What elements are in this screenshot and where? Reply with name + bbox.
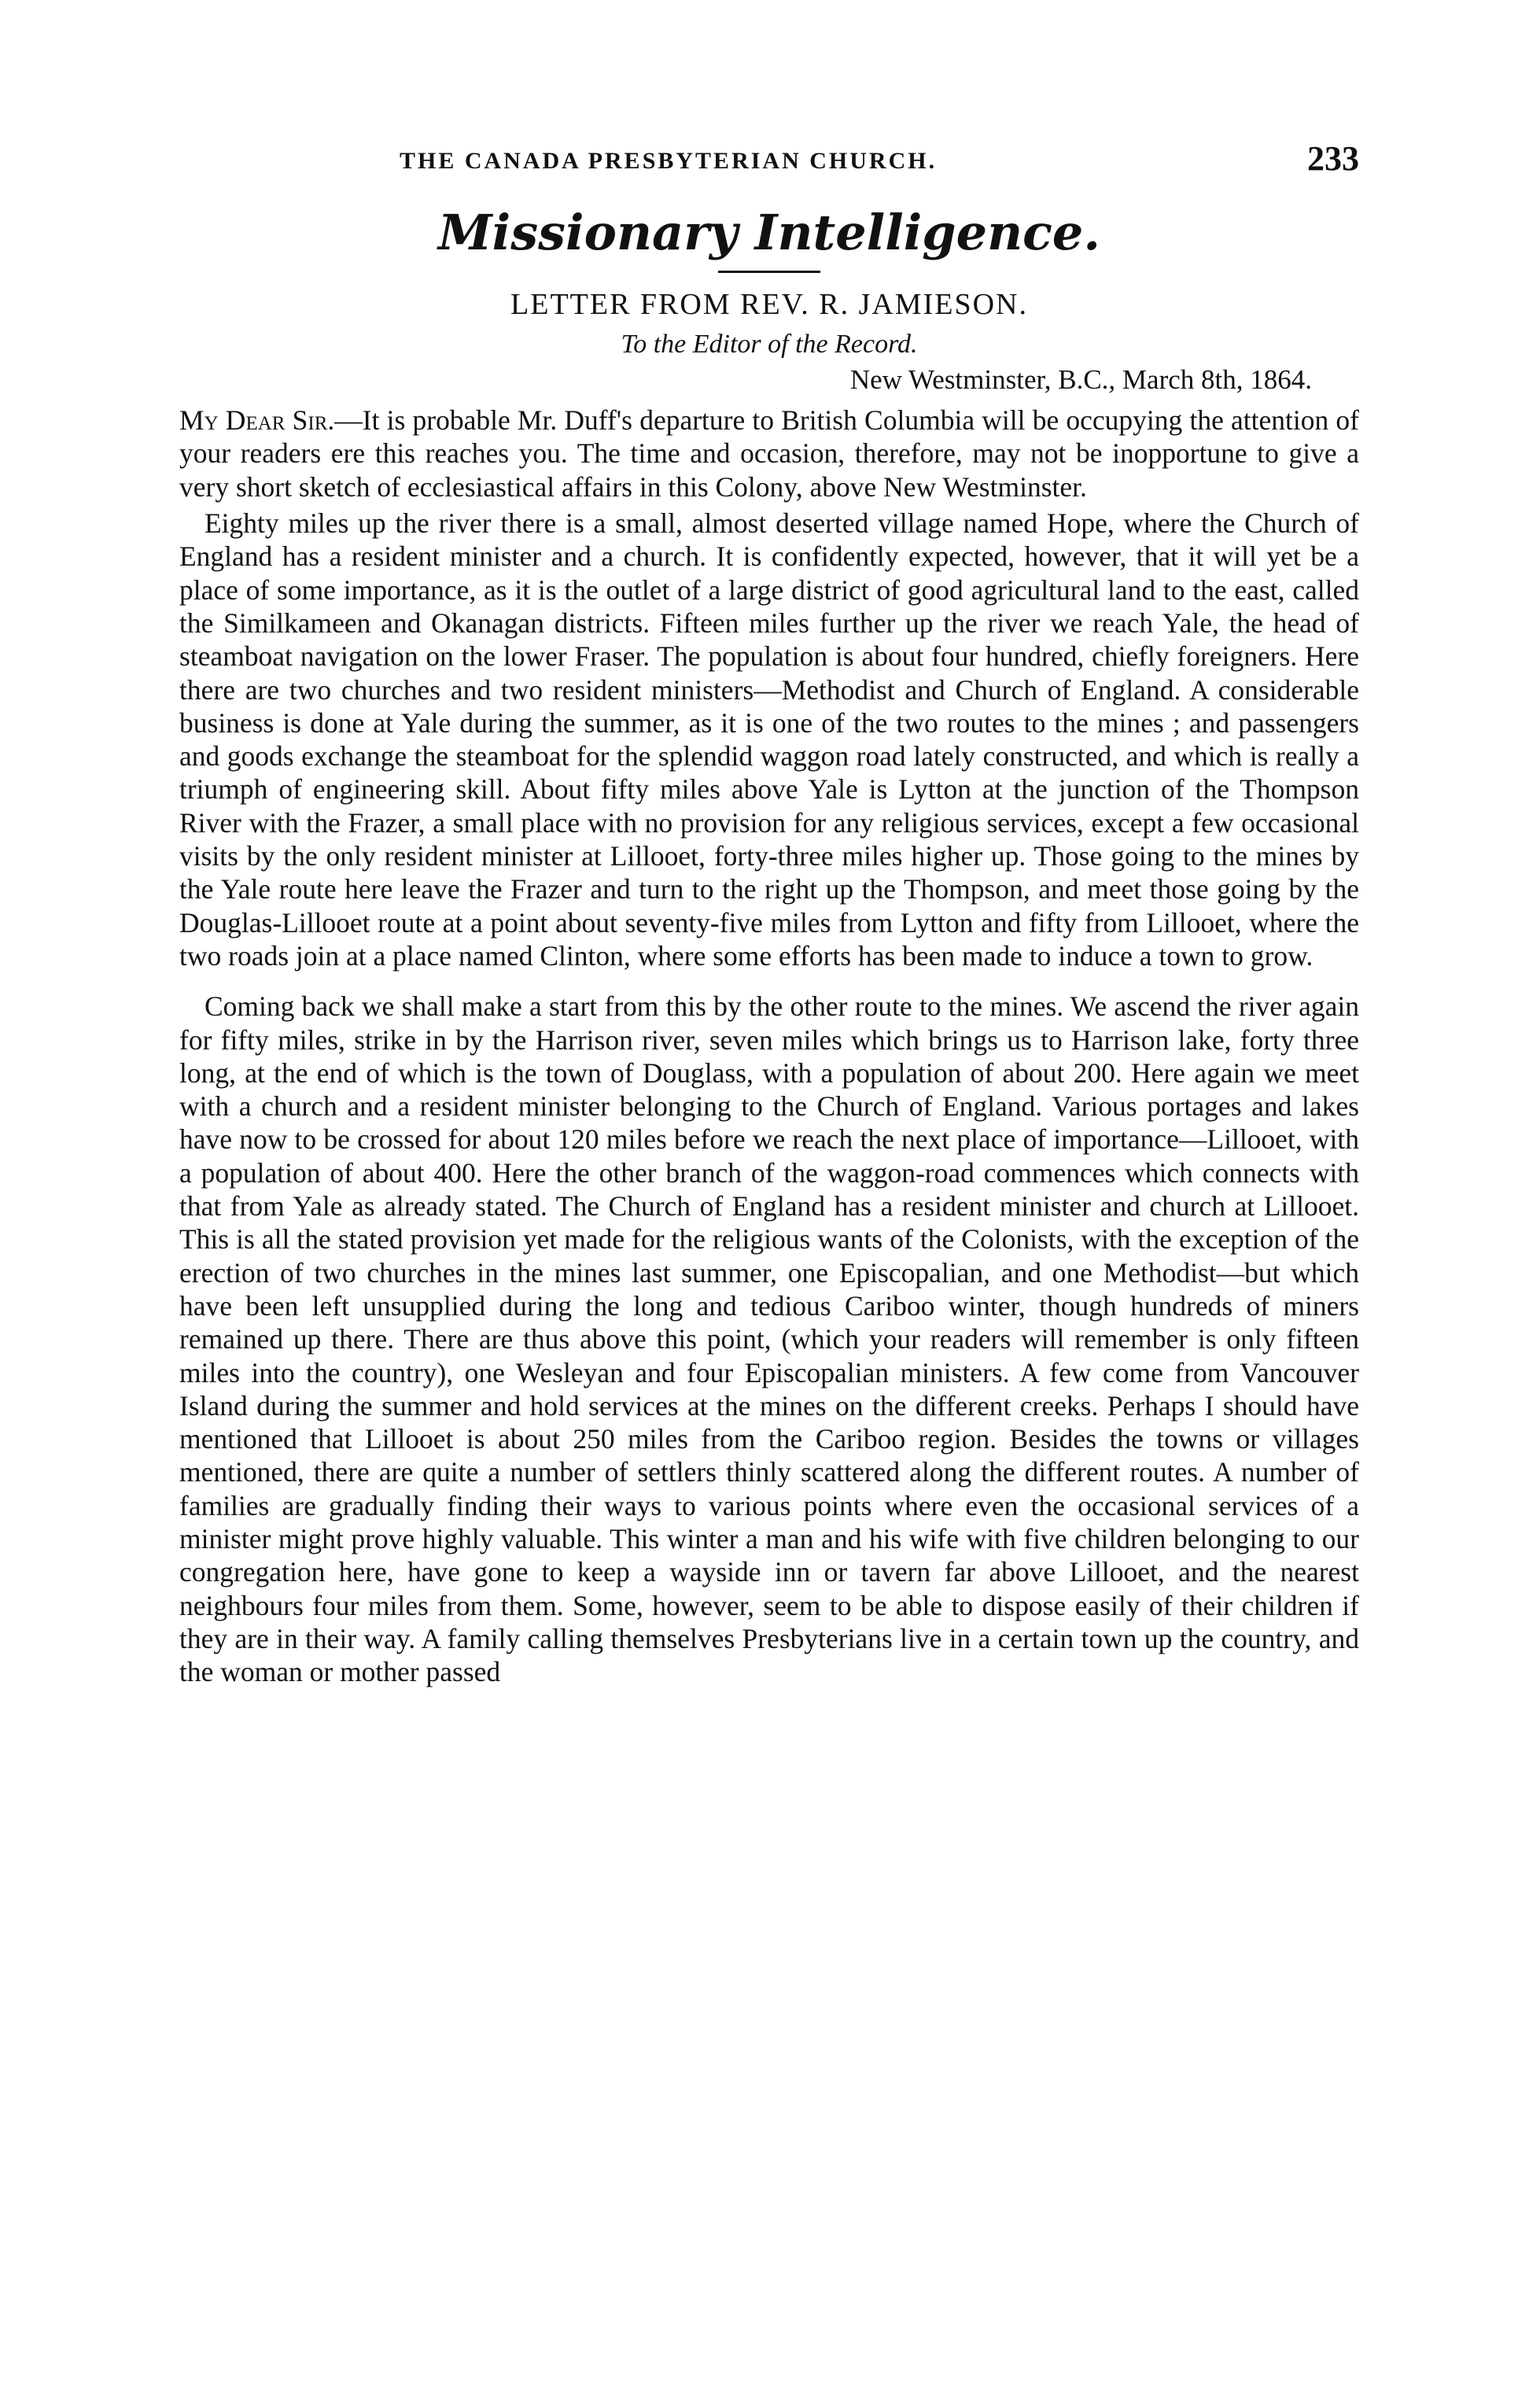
page-number: 233 — [1307, 139, 1359, 178]
running-title: THE CANADA PRESBYTERIAN CHURCH. — [400, 148, 938, 174]
letter-body — [179, 404, 1359, 1688]
paragraph-1 — [179, 404, 1359, 503]
addressee: To the Editor of the Record. — [621, 330, 918, 360]
title-rule — [718, 271, 820, 273]
salutation: My Dear Sir. — [179, 404, 335, 437]
running-head — [179, 134, 1359, 189]
paragraph-2: Eighty miles up the river there is a small, almost deserted village named Hope, where the Church of England has a resident minister and a church. It is confidently expected, however, that it will yet be a place of some importance, as it is the outlet of a large district of good agricultural land to the east, called the Similkameen and Okanagan districts. Fifteen miles further up the river we reach Yale, the head of steamboat navigation on the lower Fraser. The population is about four hundred, chiefly foreigners. Here there are two churches and two resident ministers—Methodist and Church of England. A considerable business is done at Yale during the summer, as it is one of the two routes to the mines ; and passengers and goods exchange the steamboat for the splendid waggon road lately constructed, and which is really a triumph of engineering skill. About fifty miles above Yale is Lytton at the junction of the Thompson River with the Frazer, a small place with no provision for any religious services, except a few occasional visits by the only resident minister at Lillooet, forty-three miles higher up. Those going to the mines by the Yale route here leave the Frazer and turn to the right up the Thompson, and meet those going by the Douglas-Lillooet route at a point about seventy-five miles from Lytton and fifty from Lillooet, where the two roads join at a place named Clinton, where some efforts has been made to induce a town to grow. — [179, 507, 1359, 972]
paragraph-1-text: —It is probable Mr. Duff's departure to British Columbia will be occupying the attention of your readers ere this reaches you. The time and occasion, therefore, may not be inopportune to give a very short sketch of ecclesiastical affairs in this Colony, above New Westminster. — [179, 404, 1359, 503]
section-title: Missionary Intelligence. — [438, 204, 1100, 261]
dateline: New Westminster, B.C., March 8th, 1864. — [849, 364, 1312, 396]
paragraph-3: Coming back we shall make a start from this by the other route to the mines. We ascend the river again for fifty miles, strike in by the Harrison river, seven miles which brings us to Harrison lake, forty three long, at the end of which is the town of Douglass, with a population of about 200. Here again we meet with a church and a resident minister belonging to the Church of England. Various portages and lakes have now to be crossed for about 120 miles before we reach the next place of importance—Lillooet, with a population of about 400. Here the other branch of the waggon-road commences which connects with that from Yale as already stated. The Church of England has a resident minister and church at Lillooet. This is all the stated provision yet made for the religious wants of the Colonists, with the exception of the erection of two churches in the mines last summer, one Episcopalian, and one Methodist—but which have been left unsupplied during the long and tedious Cariboo winter, though hundreds of miners remained up there. There are thus above this point, (which your readers will remember is only fifteen miles into the country), one Wesleyan and four Episcopalian ministers. A few come from Vancouver Island during the summer and hold services at the mines on the different creeks. Perhaps I should have mentioned that Lillooet is about 250 miles from the Cariboo region. Besides the towns or villages mentioned, there are quite a number of settlers thinly scattered along the different routes. A number of families are gradually finding their ways to various points where even the occasional services of a minister might prove highly valuable. This winter a man and his wife with five children belonging to our congregation here, have gone to keep a wayside inn or tavern far above Lillooet, and the nearest neighbours four miles from them. Some, however, seem to be able to dispose easily of their children if they are in their way. A family calling themselves Presbyterians live in a certain town up the country, and the woman or mother passed — [179, 990, 1359, 1688]
letter-heading: LETTER FROM REV. R. JAMIESON. — [510, 288, 1028, 322]
book-page — [179, 134, 1359, 1688]
